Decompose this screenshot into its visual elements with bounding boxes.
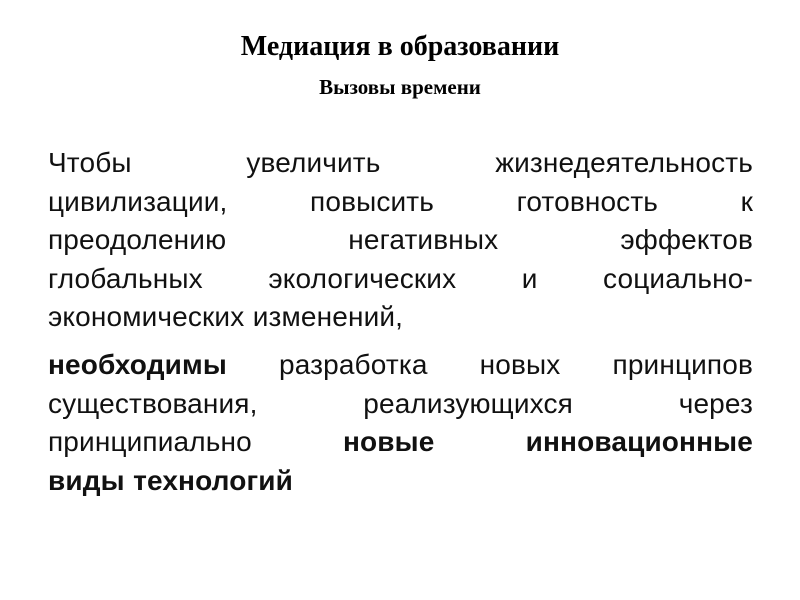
bold-word: технологий (133, 464, 294, 496)
bold-word: новые (342, 426, 435, 457)
word: преодолению (48, 224, 227, 255)
word: новых (479, 349, 561, 380)
word: увеличить (246, 147, 381, 178)
word: повысить (310, 185, 435, 217)
paragraph-1-line (48, 221, 753, 260)
paragraph-1-line (48, 144, 753, 183)
word: готовность (516, 185, 659, 217)
bold-word: инновационные (525, 426, 753, 457)
word: эффектов (620, 224, 753, 255)
paragraph-2 (48, 346, 753, 500)
word: и (521, 262, 538, 294)
slide-subtitle: Вызовы времени (319, 75, 481, 99)
word: экономических (48, 301, 245, 332)
word: экологических (268, 262, 457, 294)
paragraph-1-line (48, 298, 753, 337)
slide-title: Медиация в образовании (240, 31, 560, 62)
word: изменений, (252, 301, 404, 332)
word: существования, (48, 387, 258, 419)
word: принципиально (48, 426, 252, 457)
word: принципов (612, 349, 753, 380)
word: Чтобы (48, 147, 132, 178)
word: через (678, 387, 753, 419)
word: негативных (348, 224, 499, 255)
paragraph-2-line (48, 385, 753, 424)
paragraph-2-line (48, 423, 753, 462)
word: социально- (603, 262, 753, 294)
bold-word: необходимы (48, 349, 227, 380)
word: к (740, 185, 753, 217)
paragraph-1-line (48, 260, 753, 299)
word: глобальных (48, 262, 203, 294)
paragraph-1 (48, 144, 753, 337)
word: цивилизации, (48, 185, 228, 217)
paragraph-2-line (48, 346, 753, 385)
paragraph-1-line (48, 183, 753, 222)
paragraph-2-line (48, 462, 753, 501)
word: реализующихся (363, 387, 573, 419)
word: разработка (278, 349, 428, 380)
bold-word: виды (48, 464, 125, 496)
word: жизнедеятельность (495, 147, 753, 178)
